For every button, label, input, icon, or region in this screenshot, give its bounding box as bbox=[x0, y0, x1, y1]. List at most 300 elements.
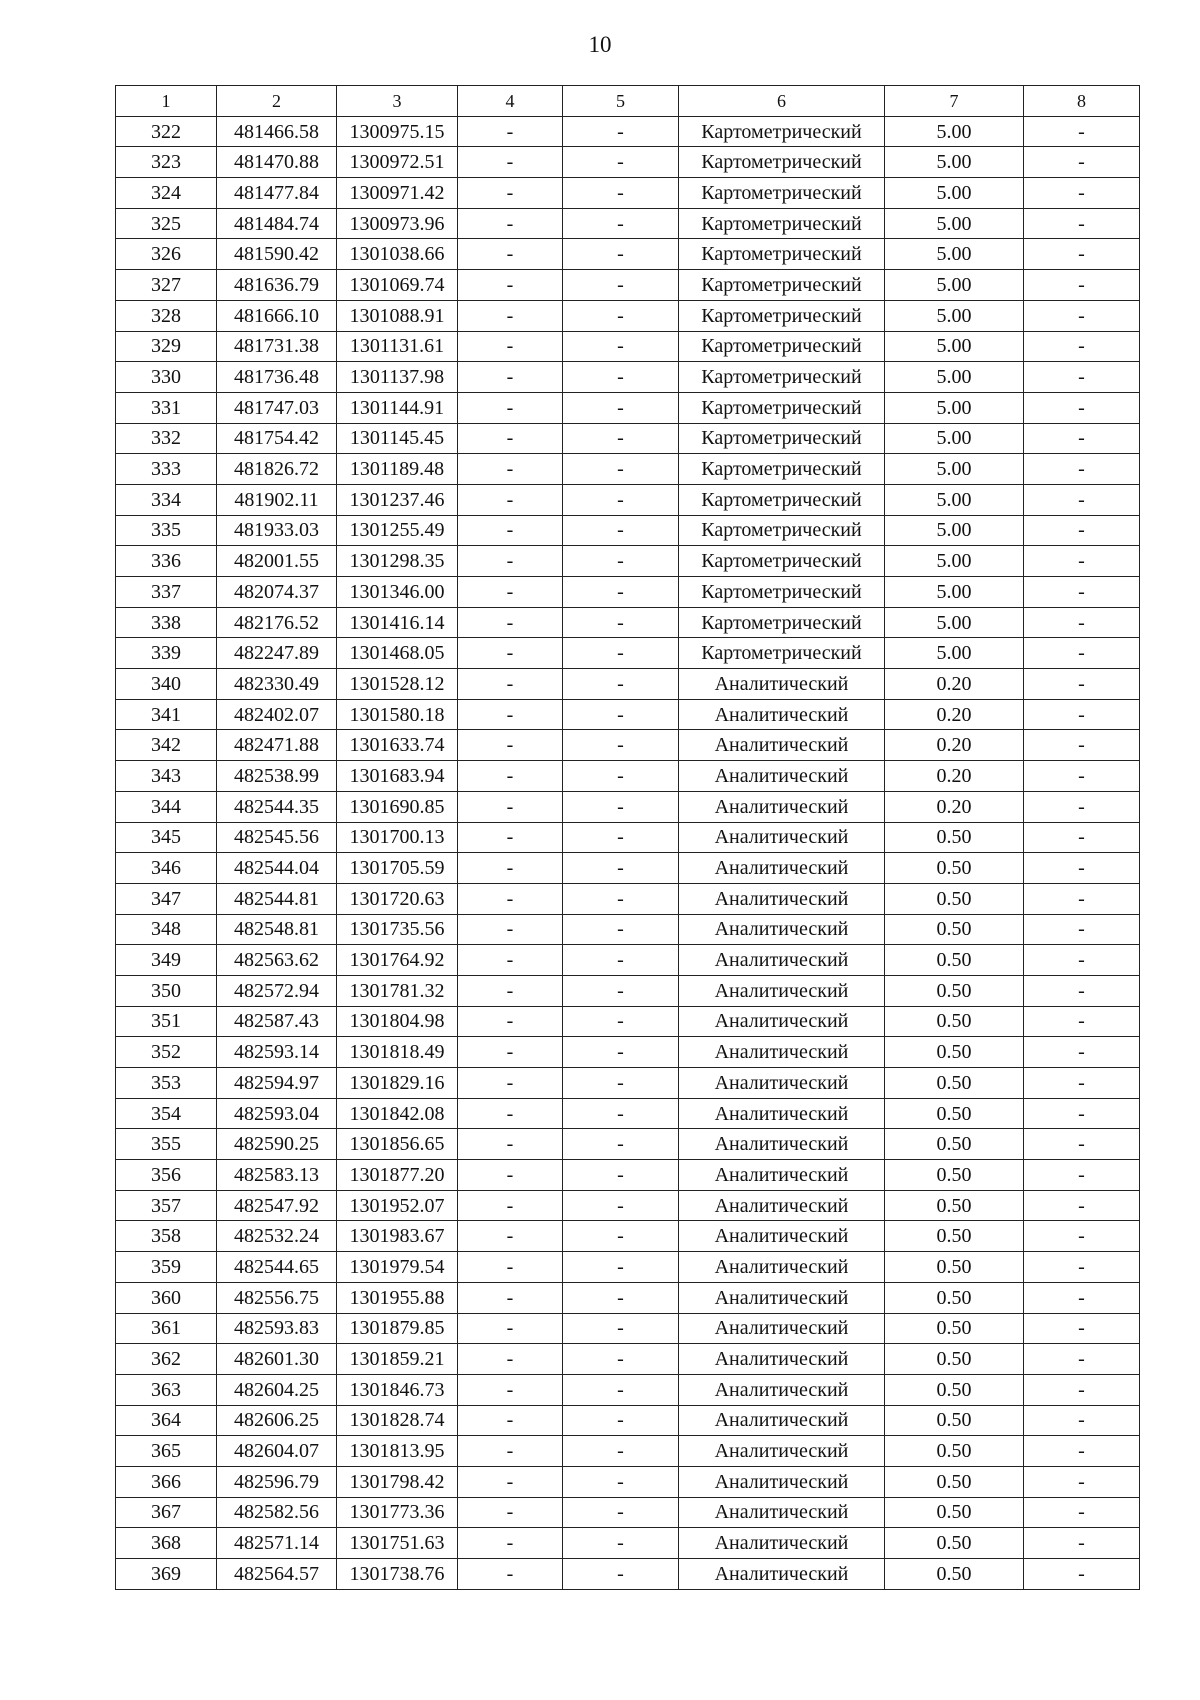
column-4-cell: - bbox=[458, 1037, 563, 1068]
column-header: 8 bbox=[1024, 86, 1140, 117]
column-8-cell: - bbox=[1024, 239, 1140, 270]
point-number-cell: 358 bbox=[116, 1221, 217, 1252]
point-number-cell: 331 bbox=[116, 392, 217, 423]
precision-cell: 0.50 bbox=[885, 1374, 1024, 1405]
y-coordinate-cell: 1301720.63 bbox=[337, 883, 458, 914]
method-cell: Аналитический bbox=[679, 791, 885, 822]
table-row bbox=[116, 178, 1140, 209]
table-row bbox=[116, 1252, 1140, 1283]
x-coordinate-cell: 482074.37 bbox=[217, 577, 337, 608]
point-number-cell: 350 bbox=[116, 975, 217, 1006]
precision-cell: 5.00 bbox=[885, 607, 1024, 638]
method-cell: Аналитический bbox=[679, 699, 885, 730]
precision-cell: 0.20 bbox=[885, 730, 1024, 761]
column-8-cell: - bbox=[1024, 1252, 1140, 1283]
y-coordinate-cell: 1301346.00 bbox=[337, 577, 458, 608]
column-4-cell: - bbox=[458, 1405, 563, 1436]
point-number-cell: 346 bbox=[116, 853, 217, 884]
precision-cell: 5.00 bbox=[885, 546, 1024, 577]
x-coordinate-cell: 481747.03 bbox=[217, 392, 337, 423]
column-5-cell: - bbox=[563, 945, 679, 976]
x-coordinate-cell: 481933.03 bbox=[217, 515, 337, 546]
table-row bbox=[116, 822, 1140, 853]
y-coordinate-cell: 1301255.49 bbox=[337, 515, 458, 546]
column-4-cell: - bbox=[458, 607, 563, 638]
table-row bbox=[116, 669, 1140, 700]
method-cell: Аналитический bbox=[679, 1160, 885, 1191]
x-coordinate-cell: 482601.30 bbox=[217, 1344, 337, 1375]
table-row bbox=[116, 147, 1140, 178]
precision-cell: 0.20 bbox=[885, 761, 1024, 792]
table-row bbox=[116, 1344, 1140, 1375]
point-number-cell: 347 bbox=[116, 883, 217, 914]
point-number-cell: 369 bbox=[116, 1559, 217, 1590]
column-header: 6 bbox=[679, 86, 885, 117]
column-4-cell: - bbox=[458, 1221, 563, 1252]
table-row bbox=[116, 239, 1140, 270]
y-coordinate-cell: 1301818.49 bbox=[337, 1037, 458, 1068]
column-4-cell: - bbox=[458, 1313, 563, 1344]
table-row bbox=[116, 1374, 1140, 1405]
column-8-cell: - bbox=[1024, 577, 1140, 608]
column-header: 1 bbox=[116, 86, 217, 117]
point-number-cell: 362 bbox=[116, 1344, 217, 1375]
table-row bbox=[116, 1037, 1140, 1068]
column-5-cell: - bbox=[563, 239, 679, 270]
point-number-cell: 364 bbox=[116, 1405, 217, 1436]
table-row bbox=[116, 1221, 1140, 1252]
column-8-cell: - bbox=[1024, 1068, 1140, 1099]
column-4-cell: - bbox=[458, 699, 563, 730]
column-5-cell: - bbox=[563, 1098, 679, 1129]
column-5-cell: - bbox=[563, 1405, 679, 1436]
x-coordinate-cell: 482604.07 bbox=[217, 1436, 337, 1467]
column-5-cell: - bbox=[563, 270, 679, 301]
column-5-cell: - bbox=[563, 1252, 679, 1283]
y-coordinate-cell: 1301468.05 bbox=[337, 638, 458, 669]
column-4-cell: - bbox=[458, 1098, 563, 1129]
method-cell: Аналитический bbox=[679, 1466, 885, 1497]
table-body bbox=[116, 116, 1140, 1589]
column-8-cell: - bbox=[1024, 147, 1140, 178]
point-number-cell: 334 bbox=[116, 484, 217, 515]
precision-cell: 5.00 bbox=[885, 423, 1024, 454]
y-coordinate-cell: 1301813.95 bbox=[337, 1436, 458, 1467]
x-coordinate-cell: 481466.58 bbox=[217, 116, 337, 147]
y-coordinate-cell: 1301955.88 bbox=[337, 1282, 458, 1313]
column-8-cell: - bbox=[1024, 1344, 1140, 1375]
y-coordinate-cell: 1301633.74 bbox=[337, 730, 458, 761]
column-5-cell: - bbox=[563, 1313, 679, 1344]
method-cell: Картометрический bbox=[679, 454, 885, 485]
method-cell: Картометрический bbox=[679, 178, 885, 209]
point-number-cell: 336 bbox=[116, 546, 217, 577]
column-5-cell: - bbox=[563, 484, 679, 515]
column-8-cell: - bbox=[1024, 1221, 1140, 1252]
column-8-cell: - bbox=[1024, 975, 1140, 1006]
column-5-cell: - bbox=[563, 423, 679, 454]
point-number-cell: 353 bbox=[116, 1068, 217, 1099]
method-cell: Картометрический bbox=[679, 270, 885, 301]
table-row bbox=[116, 515, 1140, 546]
column-5-cell: - bbox=[563, 577, 679, 608]
column-8-cell: - bbox=[1024, 761, 1140, 792]
table-row bbox=[116, 730, 1140, 761]
method-cell: Аналитический bbox=[679, 1497, 885, 1528]
y-coordinate-cell: 1301038.66 bbox=[337, 239, 458, 270]
x-coordinate-cell: 482590.25 bbox=[217, 1129, 337, 1160]
method-cell: Аналитический bbox=[679, 1436, 885, 1467]
point-number-cell: 360 bbox=[116, 1282, 217, 1313]
precision-cell: 5.00 bbox=[885, 638, 1024, 669]
method-cell: Аналитический bbox=[679, 853, 885, 884]
column-4-cell: - bbox=[458, 730, 563, 761]
column-4-cell: - bbox=[458, 178, 563, 209]
point-number-cell: 341 bbox=[116, 699, 217, 730]
column-4-cell: - bbox=[458, 270, 563, 301]
precision-cell: 0.50 bbox=[885, 1098, 1024, 1129]
y-coordinate-cell: 1300973.96 bbox=[337, 208, 458, 239]
table-row bbox=[116, 1436, 1140, 1467]
column-5-cell: - bbox=[563, 853, 679, 884]
column-8-cell: - bbox=[1024, 791, 1140, 822]
y-coordinate-cell: 1301829.16 bbox=[337, 1068, 458, 1099]
coordinates-table bbox=[115, 85, 1140, 1590]
column-4-cell: - bbox=[458, 300, 563, 331]
method-cell: Картометрический bbox=[679, 484, 885, 515]
column-4-cell: - bbox=[458, 546, 563, 577]
column-4-cell: - bbox=[458, 239, 563, 270]
y-coordinate-cell: 1301145.45 bbox=[337, 423, 458, 454]
column-5-cell: - bbox=[563, 1497, 679, 1528]
column-header: 3 bbox=[337, 86, 458, 117]
y-coordinate-cell: 1301416.14 bbox=[337, 607, 458, 638]
column-5-cell: - bbox=[563, 669, 679, 700]
x-coordinate-cell: 482001.55 bbox=[217, 546, 337, 577]
y-coordinate-cell: 1301856.65 bbox=[337, 1129, 458, 1160]
table-row bbox=[116, 853, 1140, 884]
column-5-cell: - bbox=[563, 914, 679, 945]
column-4-cell: - bbox=[458, 669, 563, 700]
method-cell: Аналитический bbox=[679, 1221, 885, 1252]
method-cell: Аналитический bbox=[679, 669, 885, 700]
x-coordinate-cell: 482471.88 bbox=[217, 730, 337, 761]
column-8-cell: - bbox=[1024, 853, 1140, 884]
x-coordinate-cell: 482545.56 bbox=[217, 822, 337, 853]
y-coordinate-cell: 1301705.59 bbox=[337, 853, 458, 884]
column-4-cell: - bbox=[458, 1466, 563, 1497]
point-number-cell: 329 bbox=[116, 331, 217, 362]
point-number-cell: 323 bbox=[116, 147, 217, 178]
precision-cell: 0.50 bbox=[885, 1221, 1024, 1252]
table-row bbox=[116, 1497, 1140, 1528]
precision-cell: 5.00 bbox=[885, 515, 1024, 546]
column-5-cell: - bbox=[563, 1006, 679, 1037]
column-8-cell: - bbox=[1024, 208, 1140, 239]
point-number-cell: 332 bbox=[116, 423, 217, 454]
point-number-cell: 335 bbox=[116, 515, 217, 546]
column-5-cell: - bbox=[563, 1344, 679, 1375]
method-cell: Аналитический bbox=[679, 1405, 885, 1436]
y-coordinate-cell: 1300971.42 bbox=[337, 178, 458, 209]
method-cell: Аналитический bbox=[679, 1313, 885, 1344]
method-cell: Аналитический bbox=[679, 1190, 885, 1221]
x-coordinate-cell: 482593.83 bbox=[217, 1313, 337, 1344]
column-4-cell: - bbox=[458, 147, 563, 178]
column-4-cell: - bbox=[458, 454, 563, 485]
column-8-cell: - bbox=[1024, 822, 1140, 853]
point-number-cell: 354 bbox=[116, 1098, 217, 1129]
column-8-cell: - bbox=[1024, 454, 1140, 485]
column-4-cell: - bbox=[458, 484, 563, 515]
point-number-cell: 327 bbox=[116, 270, 217, 301]
x-coordinate-cell: 482538.99 bbox=[217, 761, 337, 792]
x-coordinate-cell: 482176.52 bbox=[217, 607, 337, 638]
point-number-cell: 330 bbox=[116, 362, 217, 393]
column-4-cell: - bbox=[458, 1190, 563, 1221]
column-8-cell: - bbox=[1024, 1037, 1140, 1068]
point-number-cell: 342 bbox=[116, 730, 217, 761]
point-number-cell: 366 bbox=[116, 1466, 217, 1497]
column-8-cell: - bbox=[1024, 607, 1140, 638]
table-row bbox=[116, 1405, 1140, 1436]
method-cell: Аналитический bbox=[679, 761, 885, 792]
table-row bbox=[116, 392, 1140, 423]
x-coordinate-cell: 482583.13 bbox=[217, 1160, 337, 1191]
point-number-cell: 338 bbox=[116, 607, 217, 638]
x-coordinate-cell: 481484.74 bbox=[217, 208, 337, 239]
table-row bbox=[116, 423, 1140, 454]
precision-cell: 0.50 bbox=[885, 1344, 1024, 1375]
method-cell: Аналитический bbox=[679, 730, 885, 761]
method-cell: Аналитический bbox=[679, 822, 885, 853]
column-8-cell: - bbox=[1024, 515, 1140, 546]
point-number-cell: 322 bbox=[116, 116, 217, 147]
y-coordinate-cell: 1301842.08 bbox=[337, 1098, 458, 1129]
column-4-cell: - bbox=[458, 822, 563, 853]
column-8-cell: - bbox=[1024, 730, 1140, 761]
x-coordinate-cell: 482572.94 bbox=[217, 975, 337, 1006]
table-row bbox=[116, 1006, 1140, 1037]
x-coordinate-cell: 482556.75 bbox=[217, 1282, 337, 1313]
y-coordinate-cell: 1301069.74 bbox=[337, 270, 458, 301]
table-row bbox=[116, 1466, 1140, 1497]
point-number-cell: 326 bbox=[116, 239, 217, 270]
table-row bbox=[116, 638, 1140, 669]
column-4-cell: - bbox=[458, 331, 563, 362]
method-cell: Аналитический bbox=[679, 1037, 885, 1068]
y-coordinate-cell: 1301879.85 bbox=[337, 1313, 458, 1344]
precision-cell: 5.00 bbox=[885, 300, 1024, 331]
x-coordinate-cell: 481636.79 bbox=[217, 270, 337, 301]
y-coordinate-cell: 1301983.67 bbox=[337, 1221, 458, 1252]
column-4-cell: - bbox=[458, 1528, 563, 1559]
column-4-cell: - bbox=[458, 1129, 563, 1160]
column-4-cell: - bbox=[458, 1497, 563, 1528]
column-8-cell: - bbox=[1024, 300, 1140, 331]
column-8-cell: - bbox=[1024, 1466, 1140, 1497]
precision-cell: 5.00 bbox=[885, 147, 1024, 178]
point-number-cell: 339 bbox=[116, 638, 217, 669]
method-cell: Картометрический bbox=[679, 392, 885, 423]
column-4-cell: - bbox=[458, 883, 563, 914]
column-4-cell: - bbox=[458, 1006, 563, 1037]
table-row bbox=[116, 1160, 1140, 1191]
table-row bbox=[116, 1190, 1140, 1221]
column-8-cell: - bbox=[1024, 1436, 1140, 1467]
table-row bbox=[116, 577, 1140, 608]
x-coordinate-cell: 482544.65 bbox=[217, 1252, 337, 1283]
method-cell: Аналитический bbox=[679, 1068, 885, 1099]
point-number-cell: 337 bbox=[116, 577, 217, 608]
y-coordinate-cell: 1301735.56 bbox=[337, 914, 458, 945]
column-4-cell: - bbox=[458, 1344, 563, 1375]
precision-cell: 0.50 bbox=[885, 945, 1024, 976]
y-coordinate-cell: 1301828.74 bbox=[337, 1405, 458, 1436]
point-number-cell: 356 bbox=[116, 1160, 217, 1191]
column-5-cell: - bbox=[563, 300, 679, 331]
y-coordinate-cell: 1301131.61 bbox=[337, 331, 458, 362]
x-coordinate-cell: 481731.38 bbox=[217, 331, 337, 362]
x-coordinate-cell: 482548.81 bbox=[217, 914, 337, 945]
column-header: 5 bbox=[563, 86, 679, 117]
precision-cell: 5.00 bbox=[885, 484, 1024, 515]
y-coordinate-cell: 1301738.76 bbox=[337, 1559, 458, 1590]
column-8-cell: - bbox=[1024, 699, 1140, 730]
column-4-cell: - bbox=[458, 638, 563, 669]
x-coordinate-cell: 482247.89 bbox=[217, 638, 337, 669]
column-8-cell: - bbox=[1024, 423, 1140, 454]
column-5-cell: - bbox=[563, 1068, 679, 1099]
x-coordinate-cell: 481826.72 bbox=[217, 454, 337, 485]
column-8-cell: - bbox=[1024, 116, 1140, 147]
column-4-cell: - bbox=[458, 761, 563, 792]
column-8-cell: - bbox=[1024, 1282, 1140, 1313]
x-coordinate-cell: 482402.07 bbox=[217, 699, 337, 730]
precision-cell: 0.50 bbox=[885, 914, 1024, 945]
y-coordinate-cell: 1301952.07 bbox=[337, 1190, 458, 1221]
column-5-cell: - bbox=[563, 1129, 679, 1160]
method-cell: Аналитический bbox=[679, 975, 885, 1006]
column-5-cell: - bbox=[563, 1037, 679, 1068]
x-coordinate-cell: 481666.10 bbox=[217, 300, 337, 331]
column-5-cell: - bbox=[563, 1374, 679, 1405]
column-5-cell: - bbox=[563, 454, 679, 485]
precision-cell: 0.20 bbox=[885, 791, 1024, 822]
precision-cell: 0.50 bbox=[885, 1436, 1024, 1467]
method-cell: Аналитический bbox=[679, 1006, 885, 1037]
table-row bbox=[116, 1282, 1140, 1313]
method-cell: Аналитический bbox=[679, 1252, 885, 1283]
table-row bbox=[116, 607, 1140, 638]
table-row bbox=[116, 883, 1140, 914]
x-coordinate-cell: 481754.42 bbox=[217, 423, 337, 454]
point-number-cell: 357 bbox=[116, 1190, 217, 1221]
y-coordinate-cell: 1301683.94 bbox=[337, 761, 458, 792]
column-4-cell: - bbox=[458, 1374, 563, 1405]
column-8-cell: - bbox=[1024, 1190, 1140, 1221]
table-row bbox=[116, 270, 1140, 301]
column-header: 4 bbox=[458, 86, 563, 117]
y-coordinate-cell: 1301877.20 bbox=[337, 1160, 458, 1191]
precision-cell: 0.20 bbox=[885, 699, 1024, 730]
precision-cell: 0.50 bbox=[885, 1190, 1024, 1221]
method-cell: Картометрический bbox=[679, 423, 885, 454]
table-row bbox=[116, 914, 1140, 945]
column-8-cell: - bbox=[1024, 1098, 1140, 1129]
x-coordinate-cell: 481902.11 bbox=[217, 484, 337, 515]
x-coordinate-cell: 482544.35 bbox=[217, 791, 337, 822]
method-cell: Картометрический bbox=[679, 300, 885, 331]
column-5-cell: - bbox=[563, 761, 679, 792]
table-row bbox=[116, 300, 1140, 331]
column-8-cell: - bbox=[1024, 270, 1140, 301]
column-5-cell: - bbox=[563, 1466, 679, 1497]
x-coordinate-cell: 482593.04 bbox=[217, 1098, 337, 1129]
y-coordinate-cell: 1301144.91 bbox=[337, 392, 458, 423]
y-coordinate-cell: 1301237.46 bbox=[337, 484, 458, 515]
column-5-cell: - bbox=[563, 791, 679, 822]
column-5-cell: - bbox=[563, 638, 679, 669]
column-8-cell: - bbox=[1024, 1559, 1140, 1590]
column-5-cell: - bbox=[563, 178, 679, 209]
column-5-cell: - bbox=[563, 1282, 679, 1313]
table-row bbox=[116, 975, 1140, 1006]
column-8-cell: - bbox=[1024, 1160, 1140, 1191]
column-8-cell: - bbox=[1024, 1006, 1140, 1037]
table-row bbox=[116, 116, 1140, 147]
method-cell: Картометрический bbox=[679, 607, 885, 638]
point-number-cell: 367 bbox=[116, 1497, 217, 1528]
x-coordinate-cell: 482606.25 bbox=[217, 1405, 337, 1436]
point-number-cell: 340 bbox=[116, 669, 217, 700]
column-8-cell: - bbox=[1024, 1313, 1140, 1344]
column-8-cell: - bbox=[1024, 945, 1140, 976]
column-5-cell: - bbox=[563, 147, 679, 178]
point-number-cell: 344 bbox=[116, 791, 217, 822]
method-cell: Аналитический bbox=[679, 914, 885, 945]
page-number: 10 bbox=[588, 32, 612, 57]
column-8-cell: - bbox=[1024, 638, 1140, 669]
table-row bbox=[116, 1313, 1140, 1344]
table-header-row bbox=[116, 86, 1140, 117]
point-number-cell: 333 bbox=[116, 454, 217, 485]
column-4-cell: - bbox=[458, 116, 563, 147]
x-coordinate-cell: 482587.43 bbox=[217, 1006, 337, 1037]
column-4-cell: - bbox=[458, 1282, 563, 1313]
column-8-cell: - bbox=[1024, 331, 1140, 362]
column-4-cell: - bbox=[458, 1436, 563, 1467]
table-row bbox=[116, 454, 1140, 485]
column-5-cell: - bbox=[563, 116, 679, 147]
table-row bbox=[116, 1129, 1140, 1160]
column-5-cell: - bbox=[563, 1160, 679, 1191]
precision-cell: 0.50 bbox=[885, 1466, 1024, 1497]
y-coordinate-cell: 1301798.42 bbox=[337, 1466, 458, 1497]
column-8-cell: - bbox=[1024, 1129, 1140, 1160]
column-5-cell: - bbox=[563, 699, 679, 730]
precision-cell: 0.50 bbox=[885, 1252, 1024, 1283]
x-coordinate-cell: 482564.57 bbox=[217, 1559, 337, 1590]
y-coordinate-cell: 1301859.21 bbox=[337, 1344, 458, 1375]
method-cell: Картометрический bbox=[679, 515, 885, 546]
column-5-cell: - bbox=[563, 1436, 679, 1467]
method-cell: Картометрический bbox=[679, 638, 885, 669]
precision-cell: 0.50 bbox=[885, 1129, 1024, 1160]
table-row bbox=[116, 1098, 1140, 1129]
precision-cell: 0.50 bbox=[885, 1037, 1024, 1068]
y-coordinate-cell: 1301773.36 bbox=[337, 1497, 458, 1528]
